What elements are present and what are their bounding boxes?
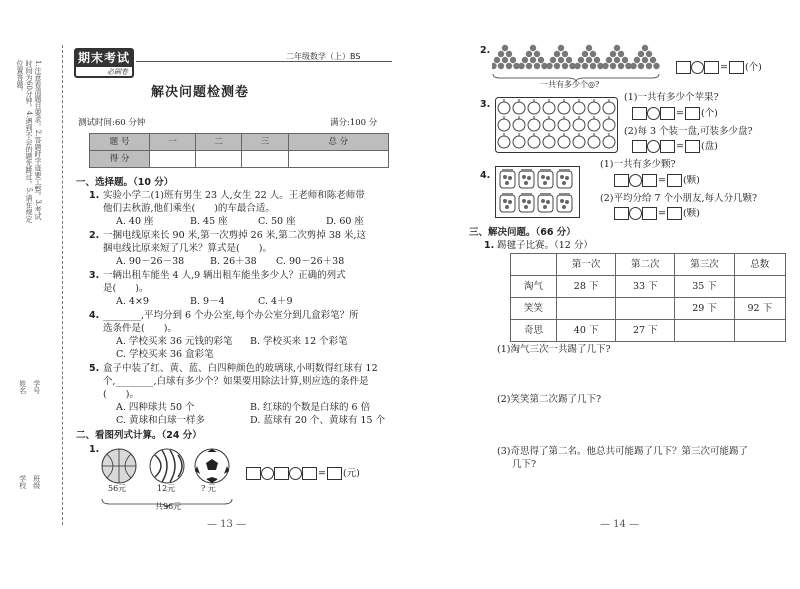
id-label: 学号	[32, 380, 41, 394]
answer-box[interactable]	[642, 207, 657, 220]
dots-picture	[492, 44, 662, 84]
q4-option-b[interactable]: B. 学校买来 12 个彩笔	[250, 336, 348, 347]
table-cell[interactable]	[734, 276, 785, 298]
p1-total: 共96元	[155, 502, 182, 511]
q1-option-d[interactable]: D. 60 座	[326, 216, 364, 227]
binding-line	[62, 45, 63, 525]
q1-line2: 他们去秋游,他们乘坐( )的车最合适。	[103, 203, 275, 214]
p1-price-3: ? 元	[201, 484, 216, 493]
answer-box[interactable]	[660, 107, 675, 120]
q5-option-b[interactable]: B. 红球的个数是白球的 6 倍	[250, 402, 371, 413]
answer-box[interactable]	[676, 61, 691, 74]
q4-line2: 选条件是( )。	[103, 323, 177, 334]
p3-q1: (1)一共有多少个苹果?	[624, 92, 719, 103]
q5-option-d[interactable]: D. 蓝球有 20 个、黄球有 15 个	[250, 415, 386, 426]
p1-price-2: 12元	[157, 484, 176, 493]
table-row	[511, 320, 786, 342]
sub-question-3-line2: 几下?	[512, 459, 537, 470]
candy-jars	[495, 166, 580, 218]
q4-option-a[interactable]: A. 学校买来 36 元钱的彩笔	[116, 336, 233, 347]
answer-box[interactable]	[660, 140, 675, 153]
answer-box[interactable]	[704, 61, 719, 74]
table-cell: 29 下	[675, 298, 734, 320]
table-cell[interactable]	[675, 320, 734, 342]
page-title: 解决问题检测卷	[150, 85, 249, 100]
table-cell: 得 分	[90, 151, 150, 168]
school-label: 学校	[18, 475, 27, 489]
q2-line1: 一捆电线原来长 90 米,第一次剪掉 26 米,第二次剪掉 38 米,这	[103, 230, 366, 241]
table-cell: 40 下	[557, 320, 616, 342]
answer-box[interactable]	[274, 467, 289, 480]
answer-box[interactable]	[667, 207, 682, 220]
operator-circle[interactable]	[629, 207, 642, 220]
table-header-row	[511, 254, 786, 276]
sub-question-1: (1)淘气三次一共踢了几下?	[497, 344, 611, 355]
score-cell[interactable]	[150, 151, 196, 168]
p4-q1-equation	[614, 174, 701, 187]
equals-sign: =	[720, 61, 728, 73]
answer-box[interactable]	[302, 467, 317, 480]
sidebar-note: 1.注意看清题目要求。2.答题时字迹要工整。3.考试时间为60分钟。4.遇到不会的题先跳过。5.请在规定位置答题。	[16, 60, 42, 223]
section-1-title: 一、选择题。（10 分）	[76, 177, 174, 188]
answer-box[interactable]	[685, 140, 700, 153]
score-table	[89, 133, 389, 168]
table-header-cell: 第二次	[616, 254, 675, 276]
score-cell[interactable]	[196, 151, 242, 168]
table-cell: 27 下	[616, 320, 675, 342]
table-cell: 笑笑	[511, 298, 557, 320]
equals-sign: =	[658, 207, 666, 219]
q2-number: 2.	[89, 230, 100, 241]
answer-box[interactable]	[685, 107, 700, 120]
operator-circle[interactable]	[629, 174, 642, 187]
q5-line3: ( )。	[103, 389, 139, 400]
q3-number: 3.	[89, 270, 100, 281]
jump-title: 踢毽子比赛。（12 分）	[497, 240, 593, 251]
p1-number: 1.	[89, 444, 100, 455]
answer-box[interactable]	[667, 174, 682, 187]
q4-number: 4.	[89, 310, 100, 321]
q3-line1: 一辆出租车能坐 4 人,9 辆出租车能坐多少人？正确的列式	[103, 270, 346, 281]
table-cell: 淘气	[511, 276, 557, 298]
unit-label: (颗)	[682, 207, 700, 219]
dot-triangle-icon	[492, 45, 520, 69]
score-table-row	[90, 151, 389, 168]
table-cell[interactable]	[616, 298, 675, 320]
candy-jar-icon	[500, 169, 515, 188]
table-cell: 奇思	[511, 320, 557, 342]
p2-equation	[676, 61, 763, 74]
q2-option-b[interactable]: B. 26＋38	[210, 256, 257, 267]
equals-sign: =	[318, 467, 326, 479]
answer-box[interactable]	[632, 107, 647, 120]
answer-box[interactable]	[642, 174, 657, 187]
unit-label: (元)	[342, 467, 360, 479]
p3-q1-equation	[632, 107, 719, 120]
p3-q2: (2)每 3 个装一盘,可装多少盘?	[624, 126, 753, 137]
unit-label: (个)	[744, 61, 762, 73]
table-cell: 二	[196, 134, 242, 151]
table-cell: 33 下	[616, 276, 675, 298]
table-cell: 一	[150, 134, 196, 151]
table-row	[511, 276, 786, 298]
section-2-title: 二、看图列式计算。（24 分）	[76, 430, 202, 441]
p3-number: 3.	[480, 99, 491, 110]
table-cell	[511, 254, 557, 276]
q2-option-c[interactable]: C. 90－26＋38	[276, 256, 345, 267]
score-cell[interactable]	[288, 151, 388, 168]
table-cell[interactable]	[557, 298, 616, 320]
table-row	[511, 298, 786, 320]
q3-option-c[interactable]: C. 4＋9	[258, 296, 293, 307]
answer-box[interactable]	[729, 61, 744, 74]
table-cell: 92 下	[734, 298, 785, 320]
p4-number: 4.	[480, 170, 491, 181]
equals-sign: =	[676, 107, 684, 119]
grade-label: 二年级数学（上）BS	[286, 52, 361, 61]
q2-option-a[interactable]: A. 90－26－38	[116, 256, 185, 267]
answer-box[interactable]	[614, 174, 629, 187]
exam-badge	[74, 48, 134, 78]
operator-circle[interactable]	[647, 140, 660, 153]
table-cell[interactable]	[734, 320, 785, 342]
q1-line1: 实验小学二(1)班有男生 23 人,女生 22 人。王老师和陈老师带	[103, 190, 365, 201]
operator-circle[interactable]	[289, 467, 302, 480]
badge-main: 期末考试	[77, 51, 130, 65]
unit-label: (盘)	[700, 140, 718, 152]
badge-sub: 必刷卷	[107, 68, 128, 76]
table-cell: 题 号	[90, 134, 150, 151]
q1-option-a[interactable]: A. 40 座	[116, 216, 154, 227]
q5-line1: 盒子中装了红、黄、蓝、白四种颜色的玻璃球,小明数得红球有 12	[103, 363, 378, 374]
unit-label: (颗)	[682, 174, 700, 186]
table-cell: 三	[242, 134, 288, 151]
equals-sign: =	[658, 174, 666, 186]
class-label: 班级	[32, 475, 41, 489]
q4-line1: ________,平均分到 6 个办公室,每个办公室分到几盒彩笔？所	[103, 310, 359, 321]
table-cell: 总 分	[288, 134, 388, 151]
operator-circle[interactable]	[647, 107, 660, 120]
table-header-cell: 第一次	[557, 254, 616, 276]
shuttlecock-table	[510, 253, 786, 342]
table-header-cell: 第三次	[675, 254, 734, 276]
q2-line2: 捆电线比原来短了几米？算式是( )。	[103, 243, 272, 254]
test-time: 测试时间:60 分钟	[78, 118, 146, 128]
p1-equation	[246, 467, 361, 480]
p1-price-1: 56元	[108, 484, 127, 493]
score-table-header	[90, 134, 389, 151]
q1-number-right: 1.	[484, 240, 495, 251]
q1-option-b[interactable]: B. 45 座	[190, 216, 228, 227]
p2-label: 一共有多少个◎?	[540, 80, 600, 89]
answer-box[interactable]	[614, 207, 629, 220]
p4-q2-equation	[614, 207, 701, 220]
score-cell[interactable]	[242, 151, 288, 168]
full-score: 满分:100 分	[330, 118, 378, 128]
p4-q1: (1)一共有多少颗?	[600, 159, 676, 170]
p4-q2: (2)平均分给 7 个小朋友,每人分几颗?	[600, 193, 758, 204]
page-number-left: — 13 —	[207, 519, 247, 530]
answer-box[interactable]	[632, 140, 647, 153]
q5-number: 5.	[89, 363, 100, 374]
q1-number: 1.	[89, 190, 100, 201]
q1-option-c[interactable]: C. 50 座	[258, 216, 296, 227]
unit-label: (个)	[700, 107, 718, 119]
equals-sign: =	[676, 140, 684, 152]
answer-box[interactable]	[246, 467, 261, 480]
student-info-area	[18, 375, 48, 525]
q3-line2: 是( )。	[103, 283, 149, 294]
section-3-title: 三、解决问题。（66 分）	[469, 227, 576, 238]
p3-q2-equation	[632, 140, 719, 153]
q3-option-b[interactable]: B. 9－4	[190, 296, 225, 307]
operator-circle[interactable]	[261, 467, 274, 480]
answer-box[interactable]	[327, 467, 342, 480]
operator-circle[interactable]	[691, 61, 704, 74]
q5-option-a[interactable]: A. 四种球共 50 个	[116, 402, 195, 413]
sub-question-2: (2)笑笑第二次踢了几下?	[497, 394, 602, 405]
table-header-cell: 总数	[734, 254, 785, 276]
q5-option-c[interactable]: C. 黄球和白球一样多	[116, 415, 205, 426]
name-label: 姓名	[18, 380, 27, 394]
apples-tray	[495, 97, 618, 153]
sub-question-3-line1: (3)奇思得了第二名。他总共可能踢了几下？第三次可能踢了	[497, 446, 748, 457]
table-cell: 35 下	[675, 276, 734, 298]
table-cell: 28 下	[557, 276, 616, 298]
page-number-right: — 14 —	[600, 519, 640, 530]
p2-number: 2.	[480, 45, 491, 56]
q3-option-a[interactable]: A. 4×9	[116, 296, 149, 307]
q5-line2: 个,________,白球有多少个？如果要用除法计算,则应选的条件是	[103, 376, 369, 387]
q4-option-c[interactable]: C. 学校买来 36 盒彩笔	[116, 349, 214, 360]
